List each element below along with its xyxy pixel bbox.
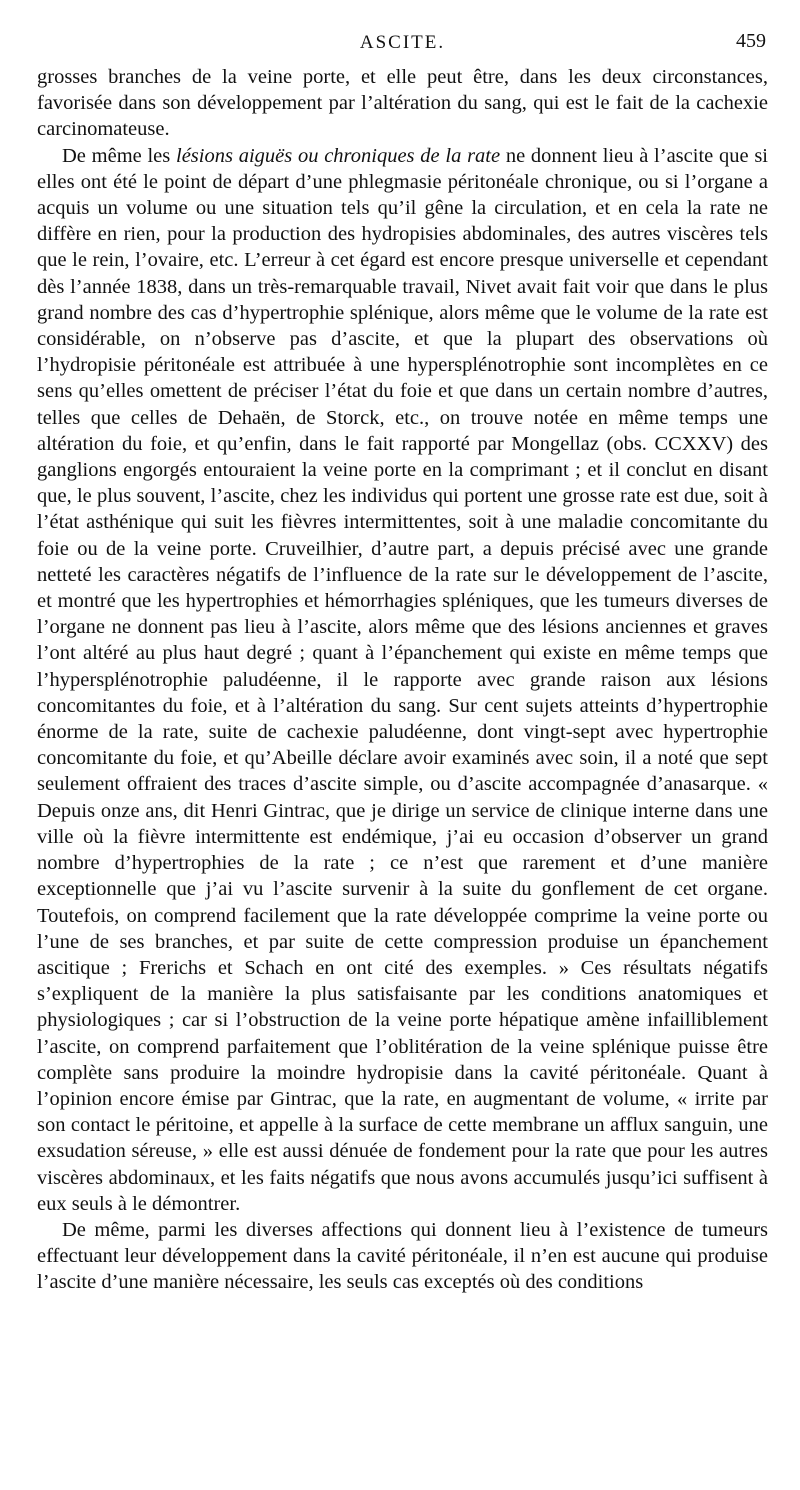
paragraph-tumours: [37, 1217, 768, 1296]
text-segment: grosses branches de la veine porte, et elle peut être, dans les deux circonstances, favorisée dans son développement par l’altération du sang, qui est le fait de la cachexie carcinomateuse.: [37, 66, 768, 141]
text-segment: De même, parmi les diverses affections qui donnent lieu à l’existence de tumeurs effectuant leur développement dans la cavité péritonéale, il n’en est aucune qui produise l’ascite d’une manière nécessaire, les seuls cas exceptés où des conditions: [37, 1218, 768, 1294]
page-title: ASCITE.: [359, 32, 446, 53]
paragraph-continued: [37, 64, 768, 143]
text-segment: De même les: [62, 144, 176, 167]
text-segment: ne donnent lieu à l’ascite que si elles ont été le point de départ d’une phlegmasie péritonéale chronique, ou si l’organe a acquis un volume ou une situation tels qu’il gêne la circulation, et en cela la rate ne diffère en rien, pour la production des hydropisies abdominales, des autres viscères tels que le rein, l’ovaire, etc. L’erreur à cet égard est encore presque universelle et cependant dès l’année 1838, dans un très-remarquable travail, Nivet avait fait voir que dans le plus grand nombre des cas d’hypertrophie splénique, alors même que le volume de la rate est considérable, on n’observe pas d’ascite, et que la plupart des observations où l’hydropisie péritonéale est attribuée à une hypersplénotrophie sont incomplètes en ce sens qu’elles omettent de préciser l’état du foie et que dans un certain nombre d’autres, telles que celles de Dehaën, de Storck, etc., on trouve notée en même temps une altération du foie, et qu’enfin, dans le fait rapporté par Mongellaz (obs. CCXXV) des ganglions engorgés entouraient la veine porte en la comprimant ; et il conclut en disant que, le plus souvent, l’ascite, chez les individus qui portent une grosse rate est due, soit à l’état asthénique qui suit les fièvres intermittentes, soit à une maladie concomitante du foie ou de la veine porte. Cruveilhier, d’autre part, a depuis précisé avec une grande netteté les caractères négatifs de l’influence de la rate sur le développement de l’ascite, et montré que les hypertrophies et hémorrhagies spléniques, que les tumeurs diverses de l’organe ne donnent pas lieu à l’ascite, alors même que des lésions anciennes et graves l’ont altéré au plus haut degré ; quant à l’épanchement qui existe en même temps que l’hypersplénotrophie paludéenne, il le rapporte avec grande raison aux lésions concomitantes du foie, et à l’altération du sang. Sur cent sujets atteints d’hypertrophie énorme de la rate, suite de cachexie paludéenne, dont vingt-sept avec hypertrophie concomitante du foie, et qu’Abeille déclare avoir examinés avec soin, il a noté que sept seulement offraient des traces d’ascite simple, ou d’ascite accompagnée d’anasarque. « Depuis onze ans, dit Henri Gintrac, que je dirige un service de clinique interne dans une ville où la fièvre intermittente est endémique, j’ai eu occasion d’observer un grand nombre d’hypertrophies de la rate ; ce n’est que rarement et d’une manière exceptionnelle que j’ai vu l’ascite survenir à la suite du gonflement de cet organe. Toutefois, on comprend facilement que la rate développée comprime la veine porte ou l’une de ses branches, et par suite de cette compression produise un épanchement ascitique ; Frerichs et Schach en ont cité des exemples. » Ces résultats négatifs s’expliquent de la manière la plus satisfaisante par les conditions anatomiques et physiologiques ; car si l’obstruction de la veine porte hépatique amène infailliblement l’ascite, on comprend parfaitement que l’oblitération de la veine splénique puisse être complète sans produire la moindre hydropisie dans la cavité péritonéale. Quant à l’opinion encore émise par Gintrac, que la rate, en augmentant de volume, « irrite par son contact le péritoine, et appelle à la surface de cette membrane un afflux sanguin, une exsudation séreuse, » elle est aussi dénuée de fondement pour la rate que pour les autres viscères abdominaux, et les faits négatifs que nous avons accumulés jusqu’ici suffisent à eux seuls à le démontrer.: [37, 144, 768, 1215]
running-head: [37, 30, 768, 64]
italic-phrase: lésions aiguës ou chroniques de la rate: [176, 144, 501, 167]
body-text: [37, 64, 768, 1296]
paragraph-rate-lesions: [37, 143, 768, 1217]
page-number: 459: [736, 30, 766, 52]
